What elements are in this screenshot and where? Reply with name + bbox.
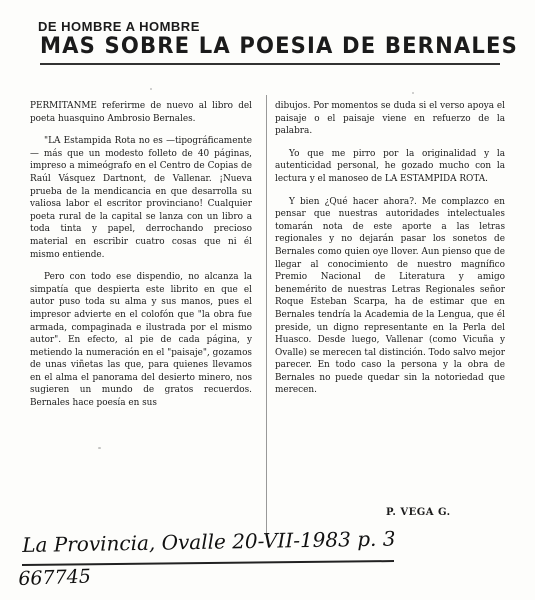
paragraph: "LA Estampida Rota no es —tipográficamente— más que un modesto folleto de 40 páginas, impreso a mimeógrafo en el Centro de Copias de Raúl Vásquez Dartnont, de Vallenar. ¡Nueva prueba de la mendicancia en que desarrolla su valiosa labor el escritor provinciano! Cualquier poeta rural de la capital se lanza con un libro a toda tinta y papel, derrochando precioso material en escribir cuatro cosas que ni él mismo entiende. — [30, 136, 252, 260]
print-speck — [150, 88, 152, 90]
handwritten-catalog-number: 667745 — [18, 565, 92, 590]
print-speck — [412, 92, 414, 94]
handwritten-underline — [22, 560, 394, 565]
right-column — [275, 100, 505, 407]
headline: MAS SOBRE LA POESIA DE BERNALES — [40, 34, 518, 59]
author-byline: P. VEGA G. — [386, 507, 451, 518]
paragraph: PERMITANME referirme de nuevo al libro del poeta huasquino Ambrosio Bernales. — [30, 101, 252, 124]
section-kicker: DE HOMBRE A HOMBRE — [38, 19, 200, 34]
paragraph: dibujos. Por momentos se duda si el verso apoya el paisaje o el paisaje viene en refuerzo de la palabra. — [275, 101, 505, 137]
paragraph: Y bien ¿Qué hacer ahora?. Me complazco en pensar que nuestras autoridades intelectuales tomarán nota de este aporte a las letras regionales y no dejarán pasar los sonetos de Bernales como quien oye llover. Aun pienso que de llegar al conocimiento de nuestro magnífico Premio Nacional de Literatura y amigo benemérito de nuestras Letras Regionales señor Roque Esteban Scarpa, ha de estimar que en Bernales tendría la Academia de la Lengua, que él preside, un digno representante en la Perla del Huasco. Desde luego, Vallenar (como Vicuña y Ovalle) se merecen tal distinción. Todo salvo mejor parecer. En todo caso la persona y la obra de Bernales no puede quedar sin la notoriedad que merecen. — [275, 196, 505, 396]
headline-rule — [40, 63, 500, 65]
left-column — [30, 100, 252, 420]
column-divider — [266, 95, 267, 535]
paragraph: Yo que me pirro por la originalidad y la autenticidad personal, he gozado mucho con la lectura y el manoseo de LA ESTAMPIDA ROTA. — [275, 148, 505, 184]
handwritten-source-note: La Provincia, Ovalle 20-VII-1983 p. 3 — [22, 526, 396, 557]
paragraph: Pero con todo ese dispendio, no alcanza la simpatía que despierta este librito en que el autor puso toda su alma y sus manos, pues el impresor advierte en el colofón que "la obra fue armada, compaginada e ilustrada por el mismo autor". En efecto, al pie de cada página, y metiendo la numeración en el "paisaje", gozamos de unas viñetas las que, para quienes llevamos en el alma el panorama del desierto minero, nos sugieren un mundo de gratos recuerdos. Bernales hace poesía en sus — [30, 272, 252, 409]
print-speck — [98, 447, 101, 449]
